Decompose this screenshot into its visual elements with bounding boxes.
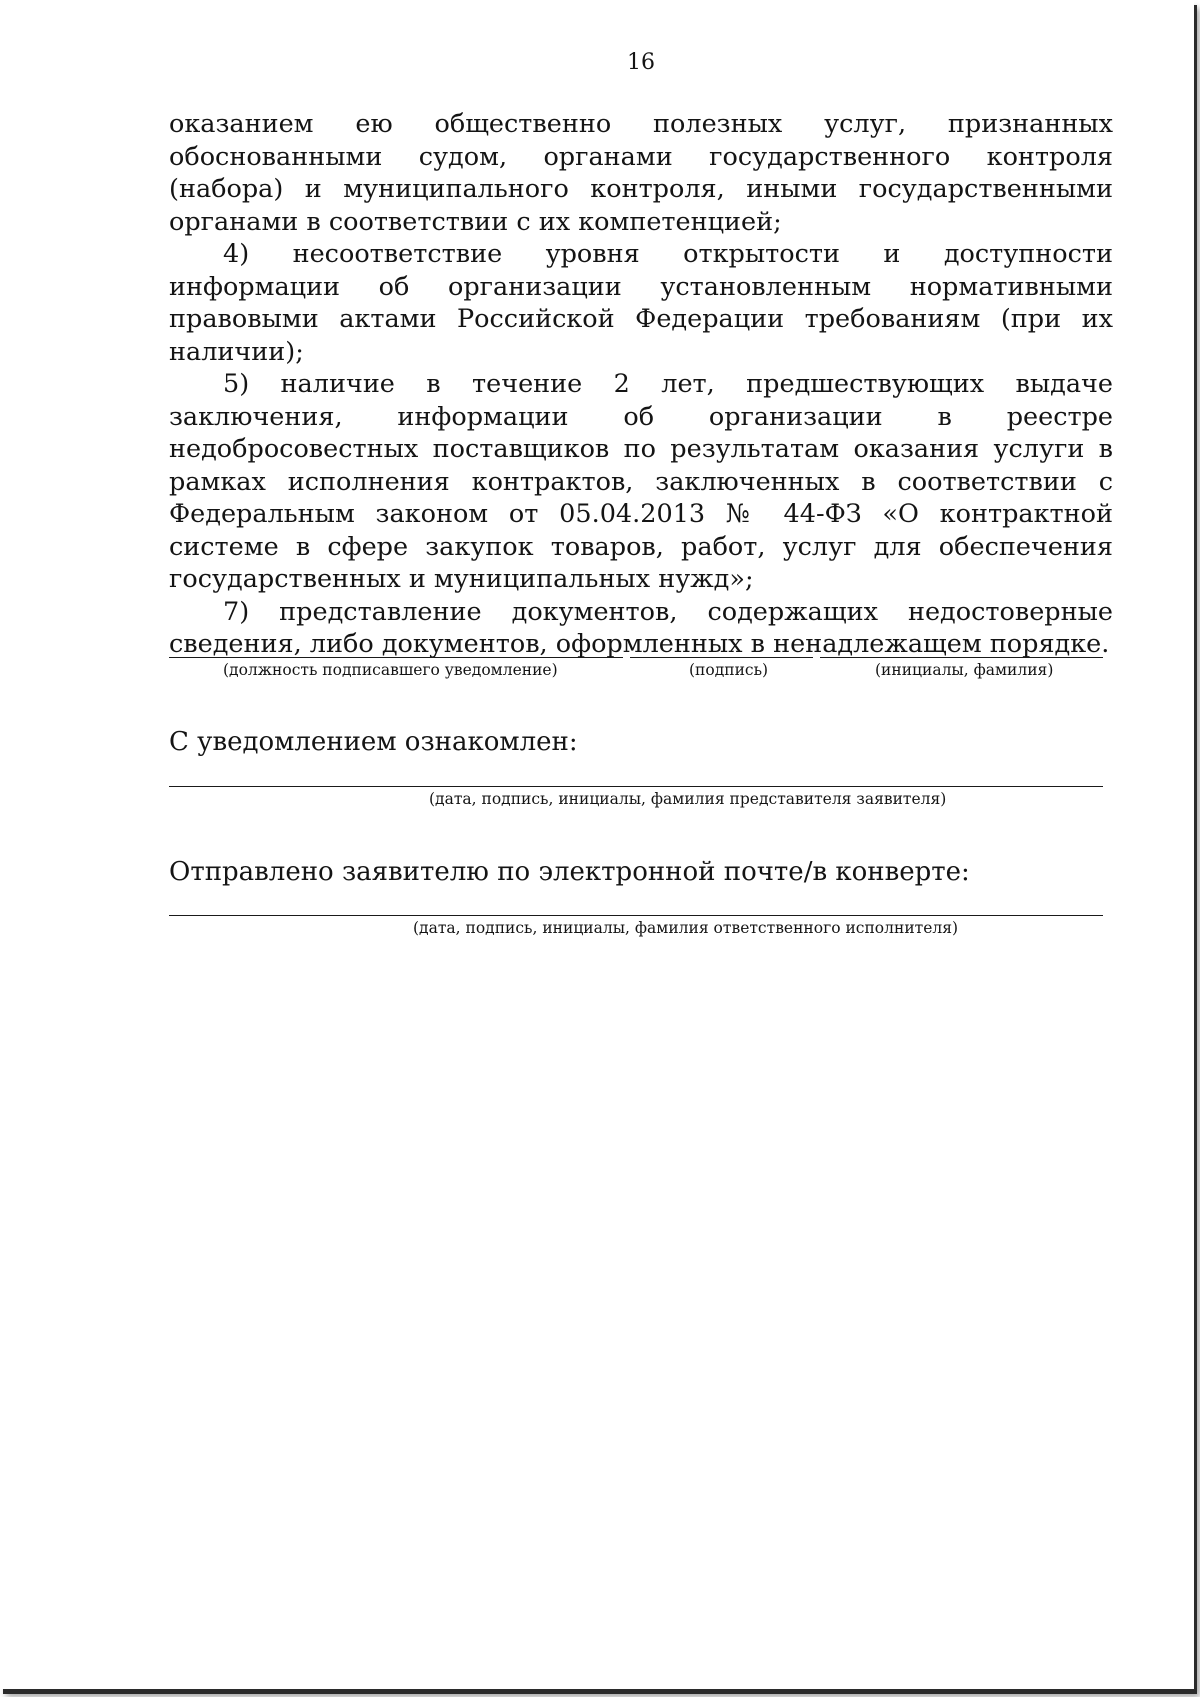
- name-caption: (инициалы, фамилия): [875, 661, 1054, 679]
- paragraph-continuation: оказанием ею общественно полезных услуг, признанных обоснованными судом, органами государственного контроля (набора) и муниципального контроля, иными государственными органами в соответствии с их компетенцией;: [169, 109, 1113, 237]
- acknowledged-line: [169, 786, 1103, 787]
- paragraph-item-5: 5) наличие в течение 2 лет, предшествующих выдаче заключения, информации об организации в реестре недобросовестных поставщиков по результатам оказания услуги в рамках исполнения контрактов, заключенных в соответствии с Федеральным законом от 05.04.2013 № 44-ФЗ «О контрактной системе в сфере закупок товаров, работ, услуг для обеспечения государственных и муниципальных нужд»;: [169, 369, 1113, 594]
- signature-line: [630, 657, 813, 658]
- page-number: 16: [627, 50, 655, 75]
- name-signature-line: [820, 657, 1103, 658]
- document-body: [169, 108, 1113, 661]
- signature-caption: (подпись): [689, 661, 769, 679]
- paragraph-item-7: 7) представление документов, содержащих недостоверные сведения, либо документов, оформленных в ненадлежащем порядке.: [169, 596, 1113, 659]
- sent-caption: (дата, подпись, инициалы, фамилия ответственного исполнителя): [413, 919, 959, 937]
- sent-line: [169, 915, 1103, 916]
- acknowledged-caption: (дата, подпись, инициалы, фамилия представителя заявителя): [429, 790, 947, 808]
- paragraph-item-4: 4) несоответствие уровня открытости и доступности информации об организации установленным нормативными правовыми актами Российской Федерации требованиям (при их наличии);: [169, 239, 1113, 367]
- sent-label: Отправлено заявителю по электронной почте/в конверте:: [169, 857, 970, 887]
- position-signature-line: [169, 657, 623, 658]
- position-caption: (должность подписавшего уведомление): [223, 661, 558, 679]
- acknowledged-label: С уведомлением ознакомлен:: [169, 727, 578, 757]
